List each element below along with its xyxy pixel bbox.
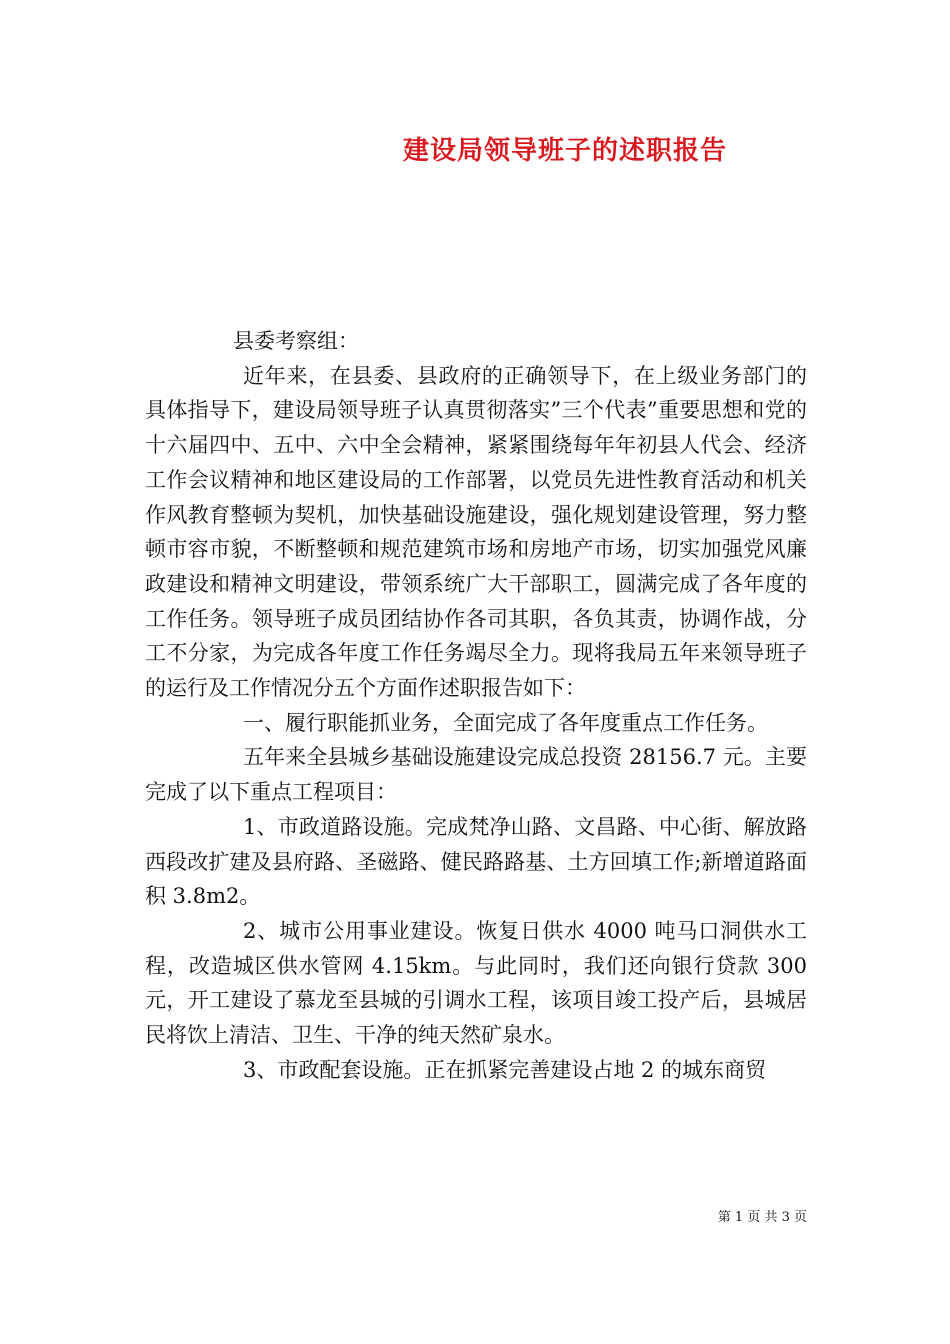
document-title: 建设局领导班子的述职报告 [402, 136, 727, 166]
paragraph-intro: 近年来，在县委、县政府的正确领导下，在上级业务部门的具体指导下，建设局领导班子认真贯彻落实”三个代表”重要思想和党的十六届四中、五中、六中全会精神，紧紧围绕每年年初县人代会、经济工作会议精神和地区建设局的工作部署，以党员先进性教育活动和机关作风教育整顿为契机，加快基础设施建设，强化规划建设管理，努力整顿市容市貌，不断整顿和规范建筑市场和房地产市场，切实加强党风廉政建设和精神文明建设，带领系统广大干部职工，圆满完成了各年度的工作任务。领导班子成员团结协作各司其职，各负其责，协调作战，分工不分家，为完成各年度工作任务竭尽全力。现将我局五年来领导班子的运行及工作情况分五个方面作述职报告如下： [145, 363, 807, 701]
document-body [145, 324, 807, 1087]
paragraph-investment: 五年来全县城乡基础设施建设完成总投资 28156.7 元。主要完成了以下重点工程项目： [145, 745, 807, 805]
section-heading-1: 一、履行职能抓业务，全面完成了各年度重点工作任务。 [243, 710, 768, 735]
paragraph-item-1: 1、市政道路设施。完成梵净山路、文昌路、中心街、解放路西段改扩建及县府路、圣磁路、健民路路基、土方回填工作;新增道路面积 3.8m2。 [145, 814, 807, 909]
paragraph-item-2: 2、城市公用事业建设。恢复日供水 4000 吨马口洞供水工程，改造城区供水管网 4.15km。与此同时，我们还向银行贷款 300 元，开工建设了慕龙至县城的引调水工程，该项目竣工投产后，县城居民将饮上清洁、卫生、干净的纯天然矿泉水。 [145, 918, 807, 1048]
paragraph-item-3: 3、市政配套设施。正在抓紧完善建设占地 2 的城东商贸 [243, 1057, 767, 1082]
salutation: 县委考察组： [233, 329, 359, 353]
page-number: 第 1 页 共 3 页 [717, 1210, 807, 1225]
